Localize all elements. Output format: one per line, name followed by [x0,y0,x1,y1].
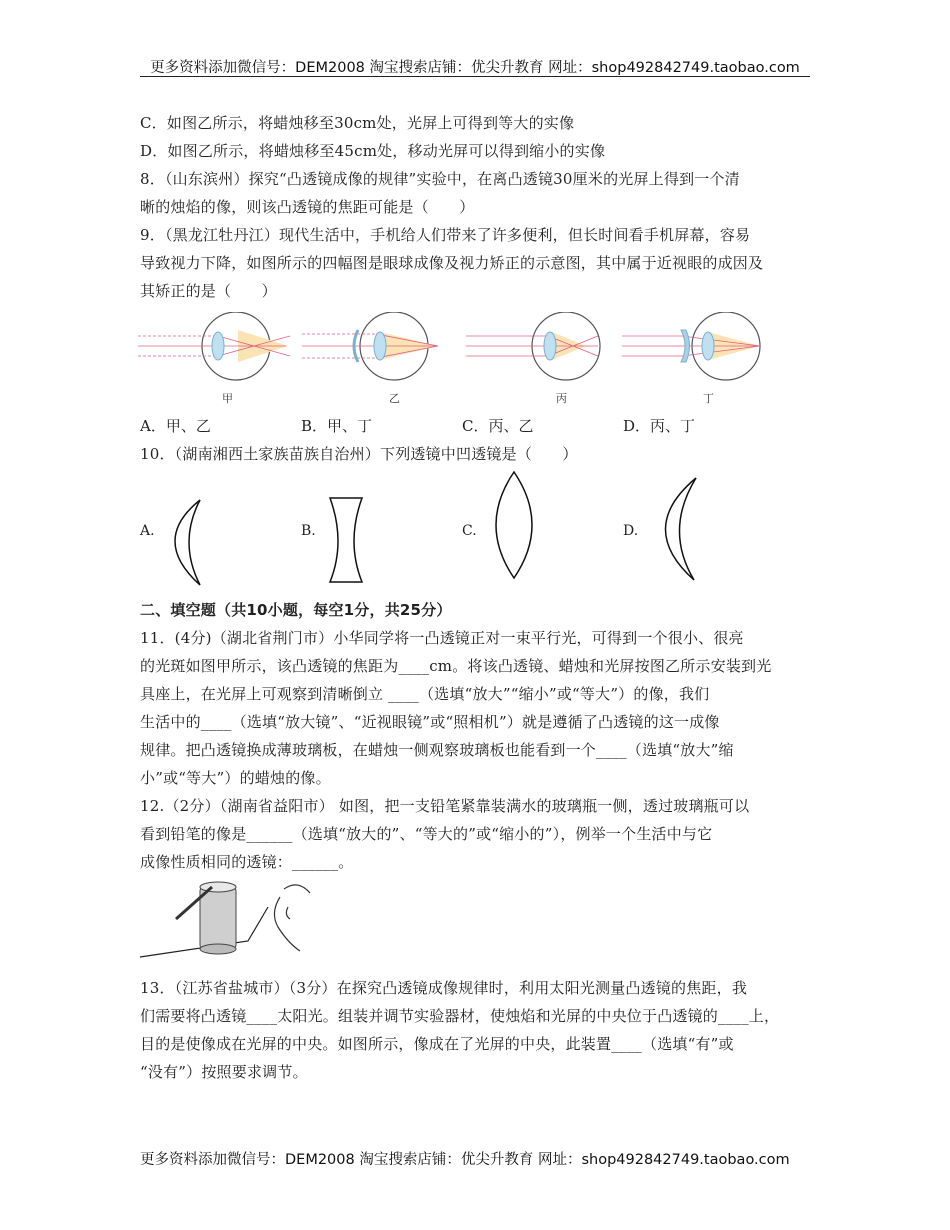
q10-option-d-label: D. [623,523,639,539]
q8-text-2: 晰的烛焰的像，则该凸透镜的焦距可能是（ ） [140,198,475,216]
q13-text-3: 目的是使像成在光屏的中央。如图所示，像成在了光屏的中央，此装置____（选填“有”或 [140,1035,734,1053]
eye-diagram-jia [138,312,290,380]
q9-option-d: D．丙、丁 [623,417,696,435]
eye-caption-bing: 丙 [556,392,567,405]
q9-option-b: B．甲、丁 [301,417,373,435]
lens-b-biconcave [330,498,362,582]
q9-text-1: 9．（黑龙江牡丹江）现代生活中，手机给人们带来了许多便利，但长时间看手机屏幕，容易 [140,226,751,244]
q13-text-2: 们需要将凸透镜____太阳光。组装并调节实验器材，使烛焰和光屏的中央位于凸透镜的____上， [140,1007,780,1025]
q11-text-3: 具座上，在光屏上可观察到清晰倒立 ____（选填“放大”“缩小”或“等大”）的像，我们 [140,685,710,703]
lens-c-biconvex [496,472,532,578]
header-divider [140,76,810,77]
q11-text-5: 规律。把凸透镜换成薄玻璃板，在蜡烛一侧观察玻璃板也能看到一个____（选填“放大”缩 [140,741,734,759]
observer-face [274,897,300,951]
q7-option-d: D．如图乙所示，将蜡烛移至45cm处，移动光屏可以得到缩小的实像 [140,142,606,160]
page-footer: 更多资料添加微信号：DEM2008 淘宝搜索店铺：优尖升教育 网址：shop492842749.taobao.com [140,1152,790,1168]
q9-text-3: 其矫正的是（ ） [140,282,277,300]
q12-text-2: 看到铅笔的像是______（选填“放大的”、“等大的”或“缩小的”），例举一个生活中与它 [140,825,713,843]
q11-text-1: 11．(4分)（湖北省荆门市）小华同学将一凸透镜正对一束平行光，可得到一个很小、很亮 [140,629,744,647]
q9-text-2: 导致视力下降，如图所示的四幅图是眼球成像及视力矫正的示意图，其中属于近视眼的成因及 [140,254,764,272]
q10-text: 10．（湖南湘西土家族苗族自治州）下列透镜中凹透镜是（ ） [140,445,578,463]
q7-option-c: C．如图乙所示，将蜡烛移至30cm处，光屏上可得到等大的实像 [140,114,575,132]
lens-d-meniscus [665,478,696,580]
glass-bottle [200,887,236,949]
q13-text-4: “没有”）按照要求调节。 [140,1063,308,1081]
eye-caption-ding: 丁 [703,392,714,405]
eye-caption-yi: 乙 [389,392,400,405]
q12-text-3: 成像性质相同的透镜：______。 [140,853,354,871]
eye-caption-jia: 甲 [222,392,233,405]
q10-option-a-label: A. [140,523,155,539]
eye-diagram-bing [466,312,600,380]
bottle-pencil-figure [138,877,338,962]
q13-text-1: 13．（江苏省盐城市）（3分）在探究凸透镜成像规律时，利用太阳光测量凸透镜的焦距，我 [140,979,748,997]
q9-option-c: C．丙、乙 [462,417,534,435]
q11-text-2: 的光斑如图甲所示，该凸透镜的焦距为____cm。将该凸透镜、蜡烛和光屏按图乙所示安装到光 [140,657,772,675]
eye-diagram-ding [622,312,760,380]
q10-option-c-label: C. [462,523,477,539]
q9-option-a: A．甲、乙 [140,417,211,435]
q8-text-1: 8．（山东滨州）探究“凸透镜成像的规律”实验中，在离凸透镜30厘米的光屏上得到一个清 [140,170,740,188]
q11-text-6: 小”或“等大”）的蜡烛的像。 [140,769,331,787]
section-title: 二、填空题（共10小题，每空1分，共25分） [140,601,452,619]
lens-options-figure [140,470,780,595]
lens-a-concave-meniscus [175,500,200,585]
eye-diagram-yi [302,312,438,380]
q12-text-1: 12.（2分）（湖南省益阳市） 如图，把一支铅笔紧靠装满水的玻璃瓶一侧，透过玻璃瓶可以 [140,797,750,815]
q10-option-b-label: B. [301,523,316,539]
page-header: 更多资料添加微信号：DEM2008 淘宝搜索店铺：优尖升教育 网址：shop492842749.taobao.com [150,60,800,76]
q11-text-4: 生活中的____（选填“放大镜”、“近视眼镜”或“照相机”）就是遵循了凸透镜的这一成像 [140,713,720,731]
